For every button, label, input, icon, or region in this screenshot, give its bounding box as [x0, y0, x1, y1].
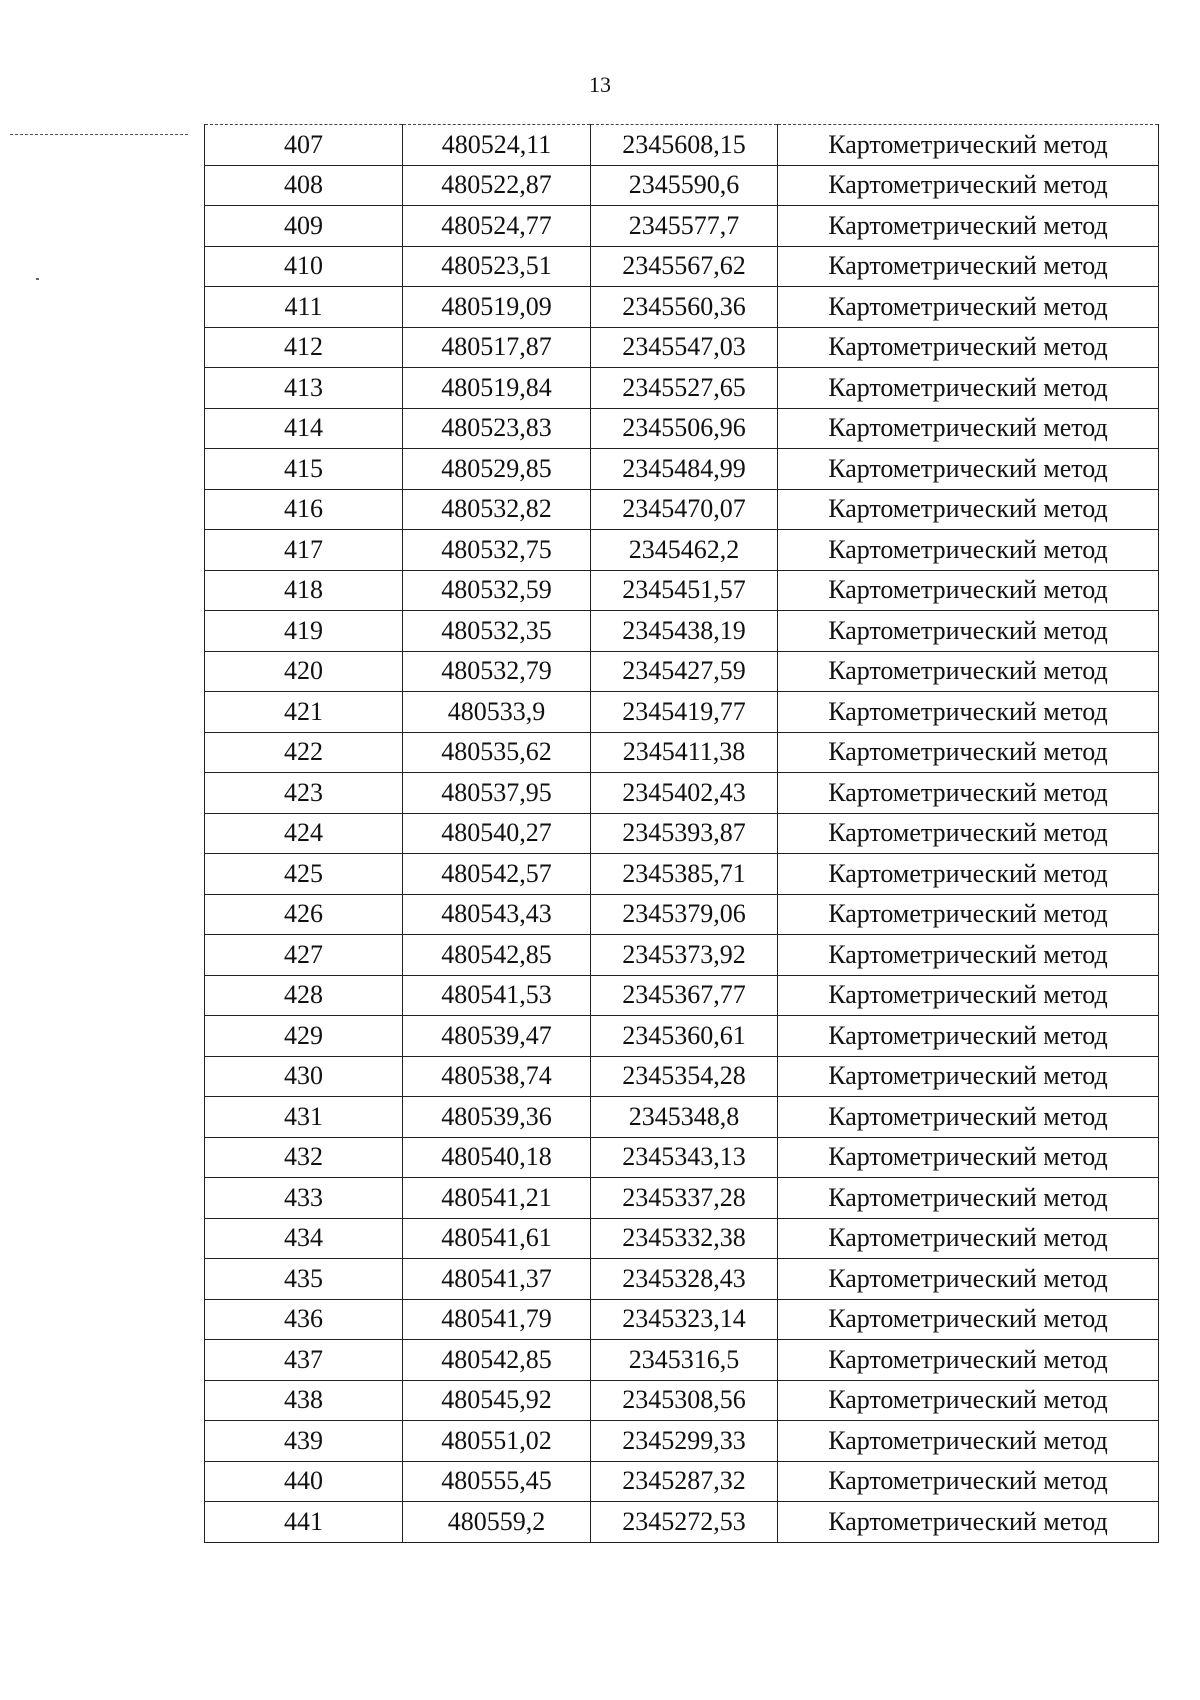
method-cell: Картометрический метод [778, 975, 1159, 1016]
method-cell: Картометрический метод [778, 1056, 1159, 1097]
point-number-cell: 431 [205, 1097, 403, 1138]
y-coordinate-cell: 2345438,19 [591, 611, 778, 652]
method-cell: Картометрический метод [778, 327, 1159, 368]
point-number-cell: 414 [205, 408, 403, 449]
table-row [205, 1056, 1159, 1097]
point-number-cell: 421 [205, 692, 403, 733]
x-coordinate-cell: 480523,83 [403, 408, 591, 449]
point-number-cell: 412 [205, 327, 403, 368]
coordinates-table-body [205, 125, 1159, 1543]
y-coordinate-cell: 2345419,77 [591, 692, 778, 733]
method-cell: Картометрический метод [778, 773, 1159, 814]
x-coordinate-cell: 480529,85 [403, 449, 591, 490]
x-coordinate-cell: 480541,37 [403, 1259, 591, 1300]
x-coordinate-cell: 480522,87 [403, 165, 591, 206]
y-coordinate-cell: 2345411,38 [591, 732, 778, 773]
x-coordinate-cell: 480540,27 [403, 813, 591, 854]
x-coordinate-cell: 480532,35 [403, 611, 591, 652]
y-coordinate-cell: 2345547,03 [591, 327, 778, 368]
x-coordinate-cell: 480519,84 [403, 368, 591, 409]
point-number-cell: 413 [205, 368, 403, 409]
coordinates-table [204, 124, 1159, 1543]
point-number-cell: 440 [205, 1461, 403, 1502]
y-coordinate-cell: 2345470,07 [591, 489, 778, 530]
table-row [205, 408, 1159, 449]
point-number-cell: 436 [205, 1299, 403, 1340]
table-row [205, 449, 1159, 490]
table-row [205, 975, 1159, 1016]
point-number-cell: 438 [205, 1380, 403, 1421]
point-number-cell: 439 [205, 1421, 403, 1462]
page-number: 13 [589, 72, 611, 97]
point-number-cell: 418 [205, 570, 403, 611]
table-row [205, 1380, 1159, 1421]
method-cell: Картометрический метод [778, 1218, 1159, 1259]
method-cell: Картометрический метод [778, 1259, 1159, 1300]
method-cell: Картометрический метод [778, 692, 1159, 733]
y-coordinate-cell: 2345484,99 [591, 449, 778, 490]
table-row [205, 327, 1159, 368]
point-number-cell: 411 [205, 287, 403, 328]
point-number-cell: 428 [205, 975, 403, 1016]
y-coordinate-cell: 2345385,71 [591, 854, 778, 895]
method-cell: Картометрический метод [778, 125, 1159, 166]
y-coordinate-cell: 2345393,87 [591, 813, 778, 854]
x-coordinate-cell: 480524,77 [403, 206, 591, 247]
method-cell: Картометрический метод [778, 570, 1159, 611]
table-row [205, 1218, 1159, 1259]
x-coordinate-cell: 480532,75 [403, 530, 591, 571]
y-coordinate-cell: 2345560,36 [591, 287, 778, 328]
table-row [205, 368, 1159, 409]
x-coordinate-cell: 480542,85 [403, 1340, 591, 1381]
y-coordinate-cell: 2345287,32 [591, 1461, 778, 1502]
x-coordinate-cell: 480541,79 [403, 1299, 591, 1340]
table-row [205, 1340, 1159, 1381]
table-row [205, 1016, 1159, 1057]
point-number-cell: 423 [205, 773, 403, 814]
y-coordinate-cell: 2345348,8 [591, 1097, 778, 1138]
table-row [205, 1502, 1159, 1543]
point-number-cell: 437 [205, 1340, 403, 1381]
scan-artifact-dot [36, 278, 39, 280]
x-coordinate-cell: 480539,47 [403, 1016, 591, 1057]
table-row [205, 287, 1159, 328]
method-cell: Картометрический метод [778, 854, 1159, 895]
x-coordinate-cell: 480551,02 [403, 1421, 591, 1462]
x-coordinate-cell: 480533,9 [403, 692, 591, 733]
point-number-cell: 427 [205, 935, 403, 976]
method-cell: Картометрический метод [778, 1137, 1159, 1178]
x-coordinate-cell: 480532,82 [403, 489, 591, 530]
y-coordinate-cell: 2345373,92 [591, 935, 778, 976]
table-row [205, 935, 1159, 976]
table-row [205, 165, 1159, 206]
point-number-cell: 416 [205, 489, 403, 530]
table-row [205, 732, 1159, 773]
y-coordinate-cell: 2345299,33 [591, 1421, 778, 1462]
y-coordinate-cell: 2345402,43 [591, 773, 778, 814]
point-number-cell: 409 [205, 206, 403, 247]
point-number-cell: 425 [205, 854, 403, 895]
method-cell: Картометрический метод [778, 1502, 1159, 1543]
y-coordinate-cell: 2345590,6 [591, 165, 778, 206]
table-row [205, 246, 1159, 287]
point-number-cell: 441 [205, 1502, 403, 1543]
table-row [205, 773, 1159, 814]
method-cell: Картометрический метод [778, 1380, 1159, 1421]
table-row [205, 894, 1159, 935]
point-number-cell: 420 [205, 651, 403, 692]
y-coordinate-cell: 2345328,43 [591, 1259, 778, 1300]
method-cell: Картометрический метод [778, 894, 1159, 935]
x-coordinate-cell: 480532,59 [403, 570, 591, 611]
x-coordinate-cell: 480539,36 [403, 1097, 591, 1138]
table-row [205, 611, 1159, 652]
y-coordinate-cell: 2345272,53 [591, 1502, 778, 1543]
point-number-cell: 434 [205, 1218, 403, 1259]
x-coordinate-cell: 480538,74 [403, 1056, 591, 1097]
method-cell: Картометрический метод [778, 651, 1159, 692]
y-coordinate-cell: 2345323,14 [591, 1299, 778, 1340]
point-number-cell: 407 [205, 125, 403, 166]
x-coordinate-cell: 480543,43 [403, 894, 591, 935]
method-cell: Картометрический метод [778, 530, 1159, 571]
point-number-cell: 432 [205, 1137, 403, 1178]
x-coordinate-cell: 480523,51 [403, 246, 591, 287]
method-cell: Картометрический метод [778, 935, 1159, 976]
method-cell: Картометрический метод [778, 246, 1159, 287]
table-row [205, 1461, 1159, 1502]
y-coordinate-cell: 2345506,96 [591, 408, 778, 449]
table-row [205, 1299, 1159, 1340]
table-row [205, 125, 1159, 166]
y-coordinate-cell: 2345527,65 [591, 368, 778, 409]
scan-artifact-line [10, 134, 188, 135]
x-coordinate-cell: 480540,18 [403, 1137, 591, 1178]
table-row [205, 1421, 1159, 1462]
x-coordinate-cell: 480537,95 [403, 773, 591, 814]
point-number-cell: 426 [205, 894, 403, 935]
x-coordinate-cell: 480519,09 [403, 287, 591, 328]
x-coordinate-cell: 480542,85 [403, 935, 591, 976]
table-row [205, 206, 1159, 247]
x-coordinate-cell: 480541,53 [403, 975, 591, 1016]
y-coordinate-cell: 2345462,2 [591, 530, 778, 571]
method-cell: Картометрический метод [778, 287, 1159, 328]
method-cell: Картометрический метод [778, 408, 1159, 449]
y-coordinate-cell: 2345360,61 [591, 1016, 778, 1057]
x-coordinate-cell: 480541,61 [403, 1218, 591, 1259]
y-coordinate-cell: 2345367,77 [591, 975, 778, 1016]
table-row [205, 813, 1159, 854]
x-coordinate-cell: 480542,57 [403, 854, 591, 895]
y-coordinate-cell: 2345316,5 [591, 1340, 778, 1381]
table-row [205, 1178, 1159, 1219]
table-row [205, 570, 1159, 611]
x-coordinate-cell: 480559,2 [403, 1502, 591, 1543]
y-coordinate-cell: 2345379,06 [591, 894, 778, 935]
y-coordinate-cell: 2345577,7 [591, 206, 778, 247]
table-row [205, 651, 1159, 692]
x-coordinate-cell: 480555,45 [403, 1461, 591, 1502]
method-cell: Картометрический метод [778, 1097, 1159, 1138]
method-cell: Картометрический метод [778, 1178, 1159, 1219]
x-coordinate-cell: 480541,21 [403, 1178, 591, 1219]
point-number-cell: 429 [205, 1016, 403, 1057]
table-row [205, 530, 1159, 571]
method-cell: Картометрический метод [778, 1016, 1159, 1057]
method-cell: Картометрический метод [778, 165, 1159, 206]
y-coordinate-cell: 2345354,28 [591, 1056, 778, 1097]
method-cell: Картометрический метод [778, 1299, 1159, 1340]
method-cell: Картометрический метод [778, 449, 1159, 490]
point-number-cell: 419 [205, 611, 403, 652]
x-coordinate-cell: 480517,87 [403, 327, 591, 368]
method-cell: Картометрический метод [778, 1340, 1159, 1381]
point-number-cell: 424 [205, 813, 403, 854]
table-row [205, 1137, 1159, 1178]
y-coordinate-cell: 2345308,56 [591, 1380, 778, 1421]
point-number-cell: 430 [205, 1056, 403, 1097]
method-cell: Картометрический метод [778, 206, 1159, 247]
x-coordinate-cell: 480535,62 [403, 732, 591, 773]
point-number-cell: 435 [205, 1259, 403, 1300]
point-number-cell: 433 [205, 1178, 403, 1219]
point-number-cell: 417 [205, 530, 403, 571]
y-coordinate-cell: 2345332,38 [591, 1218, 778, 1259]
method-cell: Картометрический метод [778, 732, 1159, 773]
method-cell: Картометрический метод [778, 1461, 1159, 1502]
table-row [205, 692, 1159, 733]
method-cell: Картометрический метод [778, 368, 1159, 409]
table-row [205, 1259, 1159, 1300]
point-number-cell: 415 [205, 449, 403, 490]
y-coordinate-cell: 2345451,57 [591, 570, 778, 611]
method-cell: Картометрический метод [778, 813, 1159, 854]
table-row [205, 1097, 1159, 1138]
point-number-cell: 408 [205, 165, 403, 206]
y-coordinate-cell: 2345608,15 [591, 125, 778, 166]
method-cell: Картометрический метод [778, 1421, 1159, 1462]
x-coordinate-cell: 480524,11 [403, 125, 591, 166]
method-cell: Картометрический метод [778, 611, 1159, 652]
y-coordinate-cell: 2345337,28 [591, 1178, 778, 1219]
y-coordinate-cell: 2345567,62 [591, 246, 778, 287]
table-row [205, 854, 1159, 895]
point-number-cell: 422 [205, 732, 403, 773]
x-coordinate-cell: 480545,92 [403, 1380, 591, 1421]
point-number-cell: 410 [205, 246, 403, 287]
x-coordinate-cell: 480532,79 [403, 651, 591, 692]
y-coordinate-cell: 2345343,13 [591, 1137, 778, 1178]
method-cell: Картометрический метод [778, 489, 1159, 530]
table-row [205, 489, 1159, 530]
y-coordinate-cell: 2345427,59 [591, 651, 778, 692]
